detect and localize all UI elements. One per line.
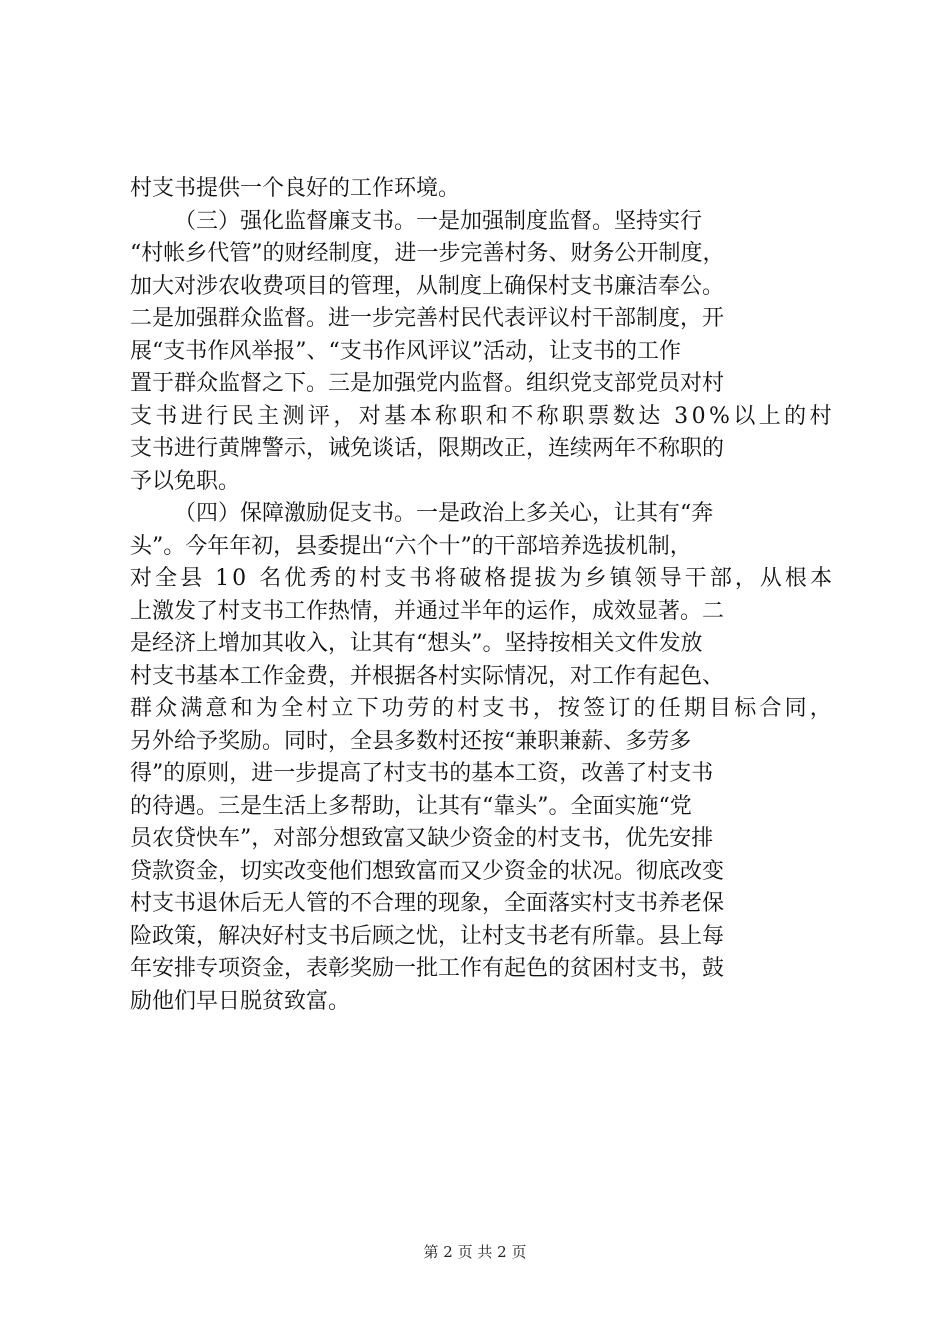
text-line: 予以免职。 [130,468,241,494]
text-line: “村帐乡代管”的财经制度，进一步完善村务、财务公开制度， [130,241,725,266]
text-line: 展“支书作风举报”、“支书作风评议”活动，让支书的工作 [130,338,681,364]
text-line: 群众满意和为全村立下功劳的村支书，按签订的任期目标合同， [130,696,835,721]
text-line: 头”。今年年初，县委提出“六个十”的干部培养选拔机制， [130,533,692,559]
document-body [130,173,835,1018]
text-line: 是经济上增加其收入，让其有“想头”。坚持按相关文件发放 [130,631,703,656]
text-line: 励他们早日脱贫致富。 [130,988,351,1014]
text-line: 支书进行民主测评，对基本称职和不称职票数达 30%以上的村 [130,403,835,429]
text-line: （四）保障激励促支书。一是政治上多关心，让其有“奔 [174,501,714,526]
text-line: 得”的原则，进一步提高了村支书的基本工资，改善了村支书 [130,761,714,786]
text-line: 村支书基本工作金费，并根据各村实际情况，对工作有起色、 [130,663,725,689]
page-footer: 第 2 页 共 2 页 [423,1243,527,1261]
text-line: 支书进行黄牌警示，诫免谈话，限期改正，连续两年不称职的 [130,436,725,461]
text-line: 村支书退休后无人管的不合理的现象，全面落实村支书养老保 [130,891,725,916]
text-line: 二是加强群众监督。进一步完善村民代表评议村干部制度，开 [130,306,725,331]
text-line: 置于群众监督之下。三是加强党内监督。组织党支部党员对村 [130,371,725,396]
text-line: 加大对涉农收费项目的管理，从制度上确保村支书廉洁奉公。 [130,273,725,299]
text-line: 对全县 10 名优秀的村支书将破格提拔为乡镇领导干部，从根本 [130,566,835,591]
text-line: 险政策，解决好村支书后顾之忧，让村支书老有所靠。县上每 [130,923,725,949]
text-line: 另外给予奖励。同时，全县多数村还按“兼职兼薪、多劳多 [130,728,692,754]
text-line: （三）强化监督廉支书。一是加强制度监督。坚持实行 [174,208,703,234]
text-line: 年安排专项资金，表彰奖励一批工作有起色的贫困村支书，鼓 [130,956,725,981]
text-line: 员农贷快车”，对部分想致富又缺少资金的村支书，优先安排 [130,826,714,851]
text-line: 的待遇。三是生活上多帮助，让其有“靠头”。全面实施“党 [130,793,692,819]
text-line: 上激发了村支书工作热情，并通过半年的运作，成效显著。二 [130,598,725,624]
text-line: 村支书提供一个良好的工作环境。 [130,176,461,201]
text-line: 贷款资金，切实改变他们想致富而又少资金的状况。彻底改变 [130,858,725,884]
